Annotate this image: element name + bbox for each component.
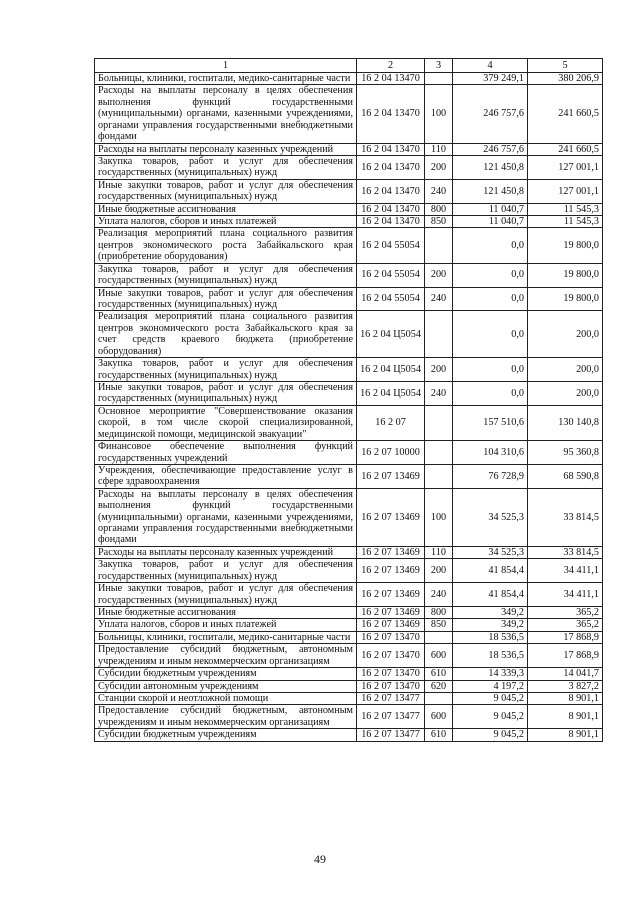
row-value-col5-cell: 17 868,9 [528, 644, 603, 668]
row-code-cell: 16 2 07 10000 [357, 441, 425, 465]
row-value-col4-cell: 0,0 [453, 287, 528, 311]
row-value-col5-cell: 68 590,8 [528, 464, 603, 488]
row-expense-type-cell [425, 311, 453, 358]
row-value-col5-cell: 19 800,0 [528, 228, 603, 263]
row-expense-type-cell: 620 [425, 680, 453, 692]
row-value-col5-cell: 200,0 [528, 311, 603, 358]
row-name-cell: Иные бюджетные ассигнования [95, 203, 357, 215]
row-expense-type-cell [425, 464, 453, 488]
row-code-cell: 16 2 04 13470 [357, 155, 425, 179]
table-row [95, 680, 603, 692]
row-value-col4-cell: 0,0 [453, 263, 528, 287]
header-row [95, 59, 603, 73]
row-value-col5-cell: 200,0 [528, 381, 603, 405]
row-code-cell: 16 2 07 13477 [357, 729, 425, 741]
row-code-cell: 16 2 04 55054 [357, 287, 425, 311]
table-row [95, 668, 603, 680]
row-expense-type-cell [425, 228, 453, 263]
row-value-col4-cell: 14 339,3 [453, 668, 528, 680]
row-value-col5-cell: 200,0 [528, 358, 603, 382]
row-code-cell: 16 2 07 13469 [357, 546, 425, 558]
row-expense-type-cell: 110 [425, 546, 453, 558]
row-name-cell: Иные бюджетные ассигнования [95, 606, 357, 618]
table-row [95, 228, 603, 263]
row-value-col5-cell: 19 800,0 [528, 263, 603, 287]
row-code-cell: 16 2 04 13470 [357, 203, 425, 215]
table-row [95, 546, 603, 558]
row-name-cell: Субсидии бюджетным учреждениям [95, 729, 357, 741]
row-name-cell: Закупка товаров, работ и услуг для обеспечения государственных (муниципальных) нужд [95, 559, 357, 583]
row-value-col4-cell: 9 045,2 [453, 729, 528, 741]
row-value-col5-cell: 127 001,1 [528, 155, 603, 179]
header-col-1: 1 [95, 59, 357, 73]
row-value-col4-cell: 157 510,6 [453, 405, 528, 440]
row-value-col5-cell: 11 545,3 [528, 216, 603, 228]
row-code-cell: 16 2 07 13470 [357, 644, 425, 668]
header-col-4: 4 [453, 59, 528, 73]
row-expense-type-cell [425, 73, 453, 85]
table-row [95, 358, 603, 382]
header-col-5: 5 [528, 59, 603, 73]
row-code-cell: 16 2 07 13470 [357, 631, 425, 643]
row-value-col4-cell: 34 525,3 [453, 546, 528, 558]
row-value-col4-cell: 379 249,1 [453, 73, 528, 85]
table-row [95, 216, 603, 228]
row-value-col4-cell: 34 525,3 [453, 488, 528, 546]
row-value-col5-cell: 95 360,8 [528, 441, 603, 465]
row-value-col5-cell: 241 660,5 [528, 143, 603, 155]
row-value-col4-cell: 349,2 [453, 606, 528, 618]
header-col-2: 2 [357, 59, 425, 73]
row-value-col4-cell: 121 450,8 [453, 179, 528, 203]
header-col-3: 3 [425, 59, 453, 73]
row-name-cell: Основное мероприятие "Совершенствование оказания скорой, в том числе скорой специализированной, медицинской помощи, медицинской эвакуации" [95, 405, 357, 440]
table-row [95, 705, 603, 729]
row-value-col4-cell: 76 728,9 [453, 464, 528, 488]
row-value-col4-cell: 41 854,4 [453, 583, 528, 607]
row-expense-type-cell: 200 [425, 358, 453, 382]
row-name-cell: Расходы на выплаты персоналу в целях обеспечения выполнения функций государственными (муниципальными) органами, казенными учреждениями, органами управления государственными внебюджетными фондами [95, 85, 357, 143]
page-number: 49 [314, 852, 326, 866]
row-value-col4-cell: 246 757,6 [453, 85, 528, 143]
row-expense-type-cell: 200 [425, 559, 453, 583]
row-value-col5-cell: 380 206,9 [528, 73, 603, 85]
row-code-cell: 16 2 04 Ц5054 [357, 358, 425, 382]
row-value-col5-cell: 3 827,2 [528, 680, 603, 692]
row-expense-type-cell: 240 [425, 381, 453, 405]
row-expense-type-cell: 240 [425, 179, 453, 203]
row-code-cell: 16 2 07 13469 [357, 488, 425, 546]
table-row [95, 692, 603, 704]
row-value-col5-cell: 8 901,1 [528, 692, 603, 704]
row-code-cell: 16 2 07 13477 [357, 692, 425, 704]
table-row [95, 73, 603, 85]
row-value-col4-cell: 11 040,7 [453, 216, 528, 228]
row-value-col4-cell: 41 854,4 [453, 559, 528, 583]
row-code-cell: 16 2 04 13470 [357, 73, 425, 85]
row-code-cell: 16 2 07 13470 [357, 668, 425, 680]
row-value-col5-cell: 8 901,1 [528, 729, 603, 741]
table-row [95, 263, 603, 287]
row-value-col4-cell: 0,0 [453, 228, 528, 263]
table-row [95, 287, 603, 311]
row-name-cell: Закупка товаров, работ и услуг для обеспечения государственных (муниципальных) нужд [95, 155, 357, 179]
table-row [95, 311, 603, 358]
row-value-col5-cell: 34 411,1 [528, 583, 603, 607]
table-row [95, 644, 603, 668]
row-value-col5-cell: 365,2 [528, 619, 603, 631]
row-expense-type-cell: 850 [425, 216, 453, 228]
row-expense-type-cell [425, 692, 453, 704]
budget-table [94, 58, 603, 742]
row-code-cell: 16 2 07 13470 [357, 680, 425, 692]
row-value-col5-cell: 33 814,5 [528, 546, 603, 558]
row-name-cell: Расходы на выплаты персоналу казенных учреждений [95, 546, 357, 558]
row-value-col5-cell: 19 800,0 [528, 287, 603, 311]
row-value-col5-cell: 11 545,3 [528, 203, 603, 215]
row-name-cell: Иные закупки товаров, работ и услуг для обеспечения государственных (муниципальных) нужд [95, 583, 357, 607]
row-name-cell: Иные закупки товаров, работ и услуг для обеспечения государственных (муниципальных) нужд [95, 287, 357, 311]
row-value-col4-cell: 11 040,7 [453, 203, 528, 215]
table-row [95, 405, 603, 440]
row-name-cell: Учреждения, обеспечивающие предоставление услуг в сфере здравоохранения [95, 464, 357, 488]
table-row [95, 488, 603, 546]
row-code-cell: 16 2 04 55054 [357, 228, 425, 263]
row-expense-type-cell: 200 [425, 263, 453, 287]
row-name-cell: Уплата налогов, сборов и иных платежей [95, 216, 357, 228]
row-name-cell: Реализация мероприятий плана социального развития центров экономического роста Забайкальского края за счет средств краевого бюджета (приобретение оборудования) [95, 311, 357, 358]
row-value-col5-cell: 8 901,1 [528, 705, 603, 729]
row-expense-type-cell [425, 405, 453, 440]
row-code-cell: 16 2 07 13469 [357, 583, 425, 607]
row-expense-type-cell: 800 [425, 606, 453, 618]
row-value-col4-cell: 246 757,6 [453, 143, 528, 155]
row-code-cell: 16 2 07 13469 [357, 606, 425, 618]
row-expense-type-cell: 100 [425, 85, 453, 143]
row-expense-type-cell: 100 [425, 488, 453, 546]
row-name-cell: Расходы на выплаты персоналу в целях обеспечения выполнения функций государственными (муниципальными) органами, казенными учреждениями, органами управления государственными внебюджетными фондами [95, 488, 357, 546]
row-code-cell: 16 2 04 Ц5054 [357, 381, 425, 405]
table-row [95, 381, 603, 405]
row-code-cell: 16 2 07 13477 [357, 705, 425, 729]
row-value-col4-cell: 9 045,2 [453, 692, 528, 704]
row-value-col5-cell: 14 041,7 [528, 668, 603, 680]
row-name-cell: Иные закупки товаров, работ и услуг для обеспечения государственных (муниципальных) нужд [95, 381, 357, 405]
row-value-col4-cell: 104 310,6 [453, 441, 528, 465]
row-code-cell: 16 2 04 13470 [357, 143, 425, 155]
row-value-col4-cell: 9 045,2 [453, 705, 528, 729]
table-row [95, 619, 603, 631]
row-expense-type-cell: 610 [425, 729, 453, 741]
table-row [95, 559, 603, 583]
row-code-cell: 16 2 07 13469 [357, 619, 425, 631]
row-value-col4-cell: 121 450,8 [453, 155, 528, 179]
table-row [95, 729, 603, 741]
row-name-cell: Субсидии автономным учреждениям [95, 680, 357, 692]
row-expense-type-cell [425, 631, 453, 643]
row-name-cell: Уплата налогов, сборов и иных платежей [95, 619, 357, 631]
row-value-col4-cell: 4 197,2 [453, 680, 528, 692]
row-name-cell: Больницы, клиники, госпитали, медико-санитарные части [95, 631, 357, 643]
row-expense-type-cell: 610 [425, 668, 453, 680]
table-row [95, 155, 603, 179]
row-name-cell: Закупка товаров, работ и услуг для обеспечения государственных (муниципальных) нужд [95, 263, 357, 287]
row-code-cell: 16 2 07 13469 [357, 559, 425, 583]
row-expense-type-cell: 850 [425, 619, 453, 631]
table-row [95, 631, 603, 643]
row-code-cell: 16 2 04 13470 [357, 179, 425, 203]
row-value-col5-cell: 33 814,5 [528, 488, 603, 546]
row-name-cell: Предоставление субсидий бюджетным, автономным учреждениям и иным некоммерческим организациям [95, 644, 357, 668]
row-expense-type-cell: 240 [425, 287, 453, 311]
row-name-cell: Станции скорой и неотложной помощи [95, 692, 357, 704]
row-name-cell: Больницы, клиники, госпитали, медико-санитарные части [95, 73, 357, 85]
row-name-cell: Иные закупки товаров, работ и услуг для обеспечения государственных (муниципальных) нужд [95, 179, 357, 203]
row-value-col5-cell: 34 411,1 [528, 559, 603, 583]
row-name-cell: Субсидии бюджетным учреждениям [95, 668, 357, 680]
row-code-cell: 16 2 04 Ц5054 [357, 311, 425, 358]
row-name-cell: Предоставление субсидий бюджетным, автономным учреждениям и иным некоммерческим организациям [95, 705, 357, 729]
row-value-col5-cell: 17 868,9 [528, 631, 603, 643]
row-code-cell: 16 2 04 13470 [357, 216, 425, 228]
row-expense-type-cell: 200 [425, 155, 453, 179]
table-row [95, 143, 603, 155]
row-name-cell: Финансовое обеспечение выполнения функций государственных учреждений [95, 441, 357, 465]
row-expense-type-cell: 600 [425, 705, 453, 729]
row-expense-type-cell: 240 [425, 583, 453, 607]
row-value-col4-cell: 18 536,5 [453, 631, 528, 643]
table-row [95, 606, 603, 618]
table-row [95, 179, 603, 203]
row-expense-type-cell [425, 441, 453, 465]
row-value-col4-cell: 18 536,5 [453, 644, 528, 668]
row-code-cell: 16 2 04 13470 [357, 85, 425, 143]
table-row [95, 441, 603, 465]
table-row [95, 583, 603, 607]
row-code-cell: 16 2 07 [357, 405, 425, 440]
row-value-col5-cell: 365,2 [528, 606, 603, 618]
table-row [95, 203, 603, 215]
row-value-col5-cell: 241 660,5 [528, 85, 603, 143]
row-code-cell: 16 2 04 55054 [357, 263, 425, 287]
row-value-col5-cell: 127 001,1 [528, 179, 603, 203]
row-expense-type-cell: 110 [425, 143, 453, 155]
row-value-col4-cell: 349,2 [453, 619, 528, 631]
table-row [95, 464, 603, 488]
row-name-cell: Реализация мероприятий плана социального развития центров экономического роста Забайкальского края (приобретение оборудования) [95, 228, 357, 263]
row-value-col5-cell: 130 140,8 [528, 405, 603, 440]
row-value-col4-cell: 0,0 [453, 311, 528, 358]
row-value-col4-cell: 0,0 [453, 358, 528, 382]
row-name-cell: Расходы на выплаты персоналу казенных учреждений [95, 143, 357, 155]
row-expense-type-cell: 600 [425, 644, 453, 668]
row-code-cell: 16 2 07 13469 [357, 464, 425, 488]
table-row [95, 85, 603, 143]
row-value-col4-cell: 0,0 [453, 381, 528, 405]
row-expense-type-cell: 800 [425, 203, 453, 215]
row-name-cell: Закупка товаров, работ и услуг для обеспечения государственных (муниципальных) нужд [95, 358, 357, 382]
